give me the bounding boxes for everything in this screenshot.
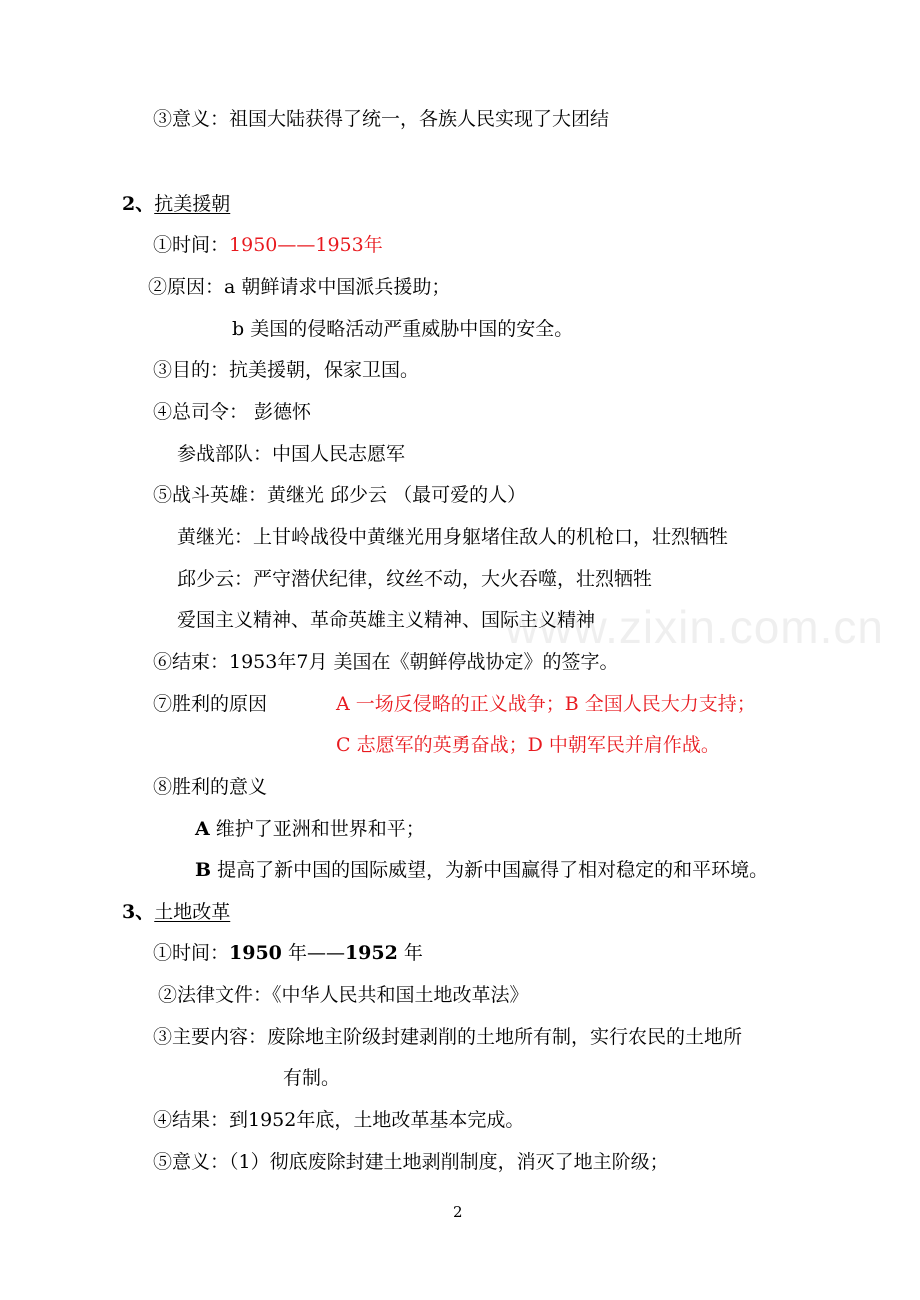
section-3-number: 3、: [122, 901, 155, 923]
war-heroes: ⑤战斗英雄：黄继光 邱少云 （最可爱的人）: [153, 484, 527, 506]
war-cause-b: b 美国的侵略活动严重威胁中国的安全。: [232, 318, 574, 340]
section-2-number: 2、: [122, 193, 155, 215]
war-time-value: 1950——1953年: [229, 234, 383, 256]
war-cause-a: [148, 274, 450, 300]
land-reform-time: [153, 940, 423, 966]
land-reform-content-line1: ③主要内容：废除地主阶级封建剥削的土地所有制，实行农民的土地所: [153, 1026, 743, 1048]
victory-significance-label: ⑧胜利的意义: [153, 776, 268, 798]
significance-unification: ③意义：祖国大陆获得了统一，各族人民实现了大团结: [153, 108, 610, 130]
land-reform-time-label: ①时间：: [153, 942, 230, 964]
land-reform-meaning: ⑤意义：（1）彻底废除封建土地剥削制度，消灭了地主阶级；: [153, 1151, 669, 1173]
war-commander: ④总司令： 彭德怀: [153, 401, 312, 423]
war-cause-label: ②原因：: [148, 276, 225, 298]
page-number: 2: [453, 1203, 463, 1221]
significance-b-text: 提高了新中国的国际威望，为新中国赢得了相对稳定的和平环境。: [211, 859, 769, 881]
section-3-heading: [122, 899, 230, 925]
land-reform-law: ②法律文件：《中华人民共和国土地改革法》: [158, 984, 529, 1006]
victory-reasons-line1: A 一场反侵略的正义战争；B 全国人民大力支持；: [336, 693, 756, 715]
watermark: www.zixin.com.cn: [505, 601, 884, 653]
victory-reasons-label: ⑦胜利的原因: [153, 693, 268, 715]
land-reform-year-start: 1950: [229, 942, 282, 964]
section-3-title: 土地改革: [154, 901, 231, 923]
victory-reasons-line2: C 志愿军的英勇奋战；D 中朝军民并肩作战。: [336, 734, 720, 756]
land-reform-content-line2: 有制。: [283, 1067, 341, 1089]
war-spirit: 爱国主义精神、革命英雄主义精神、国际主义精神: [177, 609, 596, 631]
victory-significance-b: [195, 857, 768, 883]
significance-a-mark: A: [195, 818, 210, 840]
land-reform-time-mid: 年——: [281, 942, 345, 964]
war-time: [153, 232, 383, 258]
significance-a-text: 维护了亚洲和世界和平；: [209, 818, 425, 840]
section-2-heading: [122, 191, 230, 217]
war-purpose: ③目的：抗美援朝，保家卫国。: [153, 359, 420, 381]
hero-huang-jiguang: 黄继光：上甘岭战役中黄继光用身躯堵住敌人的机枪口，壮烈牺牲: [177, 526, 729, 548]
land-reform-result: ④结果：到1952年底，土地改革基本完成。: [153, 1109, 525, 1131]
land-reform-year-end: 1952: [344, 942, 398, 964]
victory-significance-a: [195, 816, 425, 842]
war-time-label: ①时间：: [153, 234, 230, 256]
war-troops: 参战部队：中国人民志愿军: [177, 443, 406, 465]
land-reform-time-tail: 年: [397, 942, 423, 964]
hero-qiu-shaoyun: 邱少云：严守潜伏纪律，纹丝不动，大火吞噬，壮烈牺牲: [177, 568, 653, 590]
war-end: ⑥结束：1953年7月 美国在《朝鲜停战协定》的签字。: [153, 651, 619, 673]
war-cause-a-text: a 朝鲜请求中国派兵援助；: [224, 276, 451, 298]
section-2-title: 抗美援朝: [154, 193, 231, 215]
significance-b-mark: B: [195, 859, 212, 881]
